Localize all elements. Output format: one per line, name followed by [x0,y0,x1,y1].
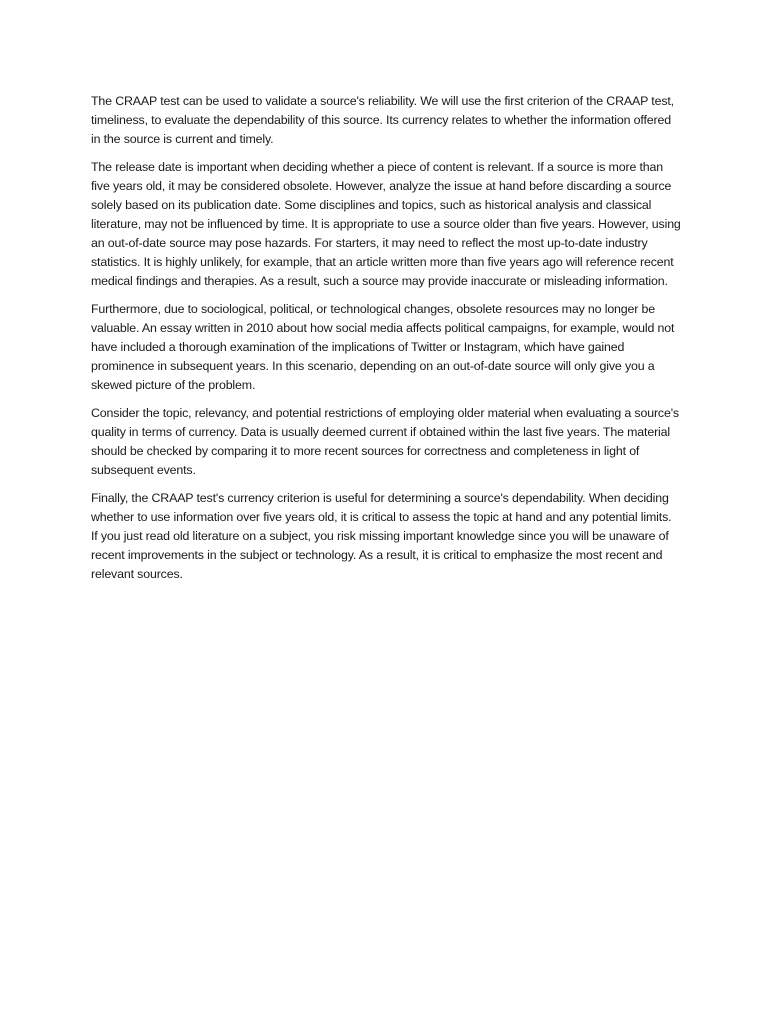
paragraph-conclusion: Finally, the CRAAP test's currency criterion is useful for determining a source's dependability. When deciding whether to use information over five years old, it is critical to assess the topic at hand and any potential limits. If you just read old literature on a subject, you risk missing important knowledge since you will be unaware of recent improvements in the subject or technology. As a result, it is critical to emphasize the most recent and relevant sources. [91,491,672,581]
paragraph-obsolete-resources: Furthermore, due to sociological, political, or technological changes, obsolete resources may no longer be valuable. An essay written in 2010 about how social media affects political campaigns, for example, would not have included a thorough examination of the implications of Twitter or Instagram, which have gained prominence in subsequent years. In this scenario, depending on an out-of-date source will only give you a skewed picture of the problem. [91,302,675,392]
paragraph-evaluation: Consider the topic, relevancy, and potential restrictions of employing older material when evaluating a source's quality in terms of currency. Data is usually deemed current if obtained within the last five years. The material should be checked by comparing it to more recent sources for correctness and completeness in light of subsequent events. [91,406,679,477]
document-page [91,92,681,593]
paragraph-intro: The CRAAP test can be used to validate a source's reliability. We will use the first criterion of the CRAAP test, timeliness, to evaluate the dependability of this source. Its currency relates to whether the information offered in the source is current and timely. [91,94,674,146]
paragraph-release-date: The release date is important when deciding whether a piece of content is relevant. If a source is more than five years old, it may be considered obsolete. However, analyze the issue at hand before discarding a source solely based on its publication date. Some disciplines and topics, such as historical analysis and classical literature, may not be influenced by time. It is appropriate to use a source older than five years. However, using an out-of-date source may pose hazards. For starters, it may need to reflect the most up-to-date industry statistics. It is highly unlikely, for example, that an article written more than five years ago will reference recent medical findings and therapies. As a result, such a source may provide inaccurate or misleading information. [91,160,681,288]
